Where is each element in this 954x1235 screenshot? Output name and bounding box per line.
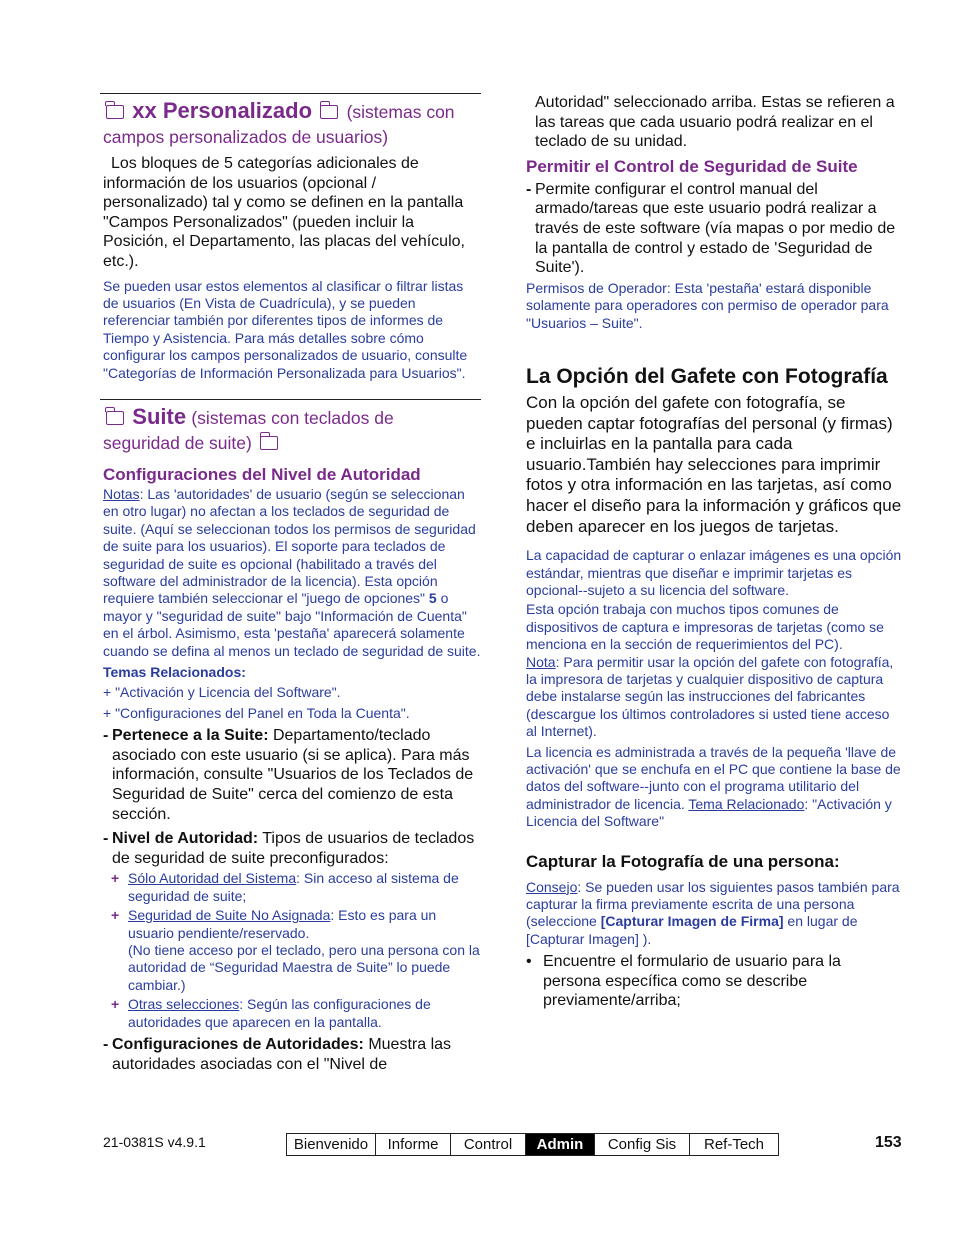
sub-heading: Capturar la Fotografía de una persona: bbox=[526, 851, 840, 871]
sub-heading: Permitir el Control de Seguridad de Suite bbox=[526, 156, 858, 176]
consejo-link[interactable]: Consejo bbox=[526, 878, 578, 895]
paragraph: Con la opción del gafete con fotografía, se pueden captar fotografías del personal (y firmas) e incluirlas en la pantalla para cada usuario.También hay selecciones para imprimir fotos y otra información en las tarjetas, así como hacer el diseño para la información y gráficos que deben aparecer en los juegos de tarjetas. bbox=[526, 392, 902, 536]
tab-control[interactable]: Control bbox=[451, 1134, 526, 1155]
related-topics-label: Temas Relacionados: bbox=[103, 664, 246, 681]
sub-bullet-link[interactable]: Seguridad de Suite No Asignada bbox=[128, 907, 331, 924]
nota-link[interactable]: Nota bbox=[526, 653, 556, 670]
right-column bbox=[526, 93, 902, 1011]
tab-bienvenido[interactable]: Bienvenido bbox=[287, 1134, 376, 1155]
sub-bullet-item: + Seguridad de Suite No Asignada: Esto es para un usuario pendiente/reservado. (No tiene acceso por el teclado, pero una persona con la autoridad de “Seguridad Maestra de Suite” lo puede cambiar.) bbox=[111, 907, 480, 993]
section-title: xx Personalizado bbox=[132, 98, 313, 123]
section-subtitle: (sistemas con bbox=[346, 102, 455, 122]
folder-icon bbox=[106, 105, 124, 119]
related-topic-link[interactable]: Tema Relacionado bbox=[688, 795, 805, 812]
bullet-item: • Encuentre el formulario de usuario para la persona específica como se describe previamente/arriba; bbox=[526, 953, 841, 1010]
section-heading-suite bbox=[103, 404, 481, 456]
section-subtitle-cont: campos personalizados de usuarios) bbox=[103, 127, 389, 147]
tab-config-sis[interactable]: Config Sis bbox=[595, 1134, 690, 1155]
section-subtitle-cont: seguridad de suite) bbox=[103, 433, 252, 453]
folder-icon bbox=[106, 411, 124, 425]
note: Esta opción trabaja con muchos tipos comunes de dispositivos de captura e impresoras de tarjetas (como se menciona en la sección de requerimientos del PC). bbox=[526, 601, 884, 653]
section-divider bbox=[100, 93, 481, 94]
bullet-item: - Permite configurar el control manual del armado/tareas que este usuario podrá realizar a través de este software (vía mapas o por medio de la pantalla de control y estado de 'Seguridad de Suite'). bbox=[526, 180, 896, 277]
tab-ref-tech[interactable]: Ref-Tech bbox=[703, 1136, 765, 1153]
section-subtitle: (sistemas con teclados de bbox=[191, 408, 394, 428]
page-footer bbox=[0, 1133, 954, 1155]
related-topic-link[interactable]: + "Activación y Licencia del Software". bbox=[103, 684, 341, 701]
sub-bullet-link[interactable]: Sólo Autoridad del Sistema bbox=[128, 870, 297, 887]
page-number: 153 bbox=[875, 1134, 902, 1151]
license-note: La licencia es administrada a través de la pequeña 'llave de activación' que se enchufa en el PC que contiene la base de datos del software--junto con el programa utilitario del administrador de licencia. Tema Relacionado: "Activación y Licencia del Software" bbox=[526, 743, 901, 830]
note: La capacidad de capturar o enlazar imágenes es una opción estándar, mientras que diseñar e imprimir tarjetas es opcional--sujeto a su licencia del software. bbox=[526, 547, 902, 598]
folder-icon bbox=[260, 436, 278, 450]
section-divider bbox=[100, 399, 481, 400]
left-column bbox=[103, 93, 481, 1074]
related-topic-link[interactable]: + "Configuraciones del Panel en Toda la Cuenta". bbox=[103, 704, 410, 721]
notas-note: Notas: Las 'autoridades' de usuario (según se seleccionan en otro lugar) no afectan a los teclados de seguridad de suite. (Aquí se seleccionan todos los permisos de seguridad de suite para los usuarios). El soporte para teclados de seguridad de suite es opcional (habilitado a través del software del administrador de la licencia). Esta opción requiere también seleccionar el "juego de opciones" 5 o mayor y "seguridad de suite" bajo "Información de Cuenta" en el árbol. Asimismo, esta 'pestaña' aparecerá solamente cuando se defina al menos un teclado de seguridad de suite. bbox=[103, 486, 481, 659]
sub-heading: Configuraciones del Nivel de Autoridad bbox=[103, 465, 421, 484]
paragraph: Los bloques de 5 categorías adicionales de información de los usuarios (opcional / personalizado) tal y como se definen en la pantalla "Campos Personalizados" (pueden incluir la Posición, el Departamento, las placas del vehículo, etc.). bbox=[103, 155, 465, 270]
bullet-item: - Pertenece a la Suite: Departamento/teclado asociado con este usuario (si se aplica). Para más información, consulte "Usuarios de los Teclados de Seguridad de Suite" cerca del comienzo de esta sección. bbox=[103, 727, 474, 823]
section-title: Suite bbox=[132, 404, 187, 429]
bullet-item: - Nivel de Autoridad: Tipos de usuarios de teclados de seguridad de suite preconfigurados: bbox=[103, 830, 475, 867]
sub-bullet-item: + Sólo Autoridad del Sistema: Sin acceso al sistema de seguridad de suite; bbox=[111, 870, 459, 904]
heading: La Opción del Gafete con Fotografía bbox=[526, 364, 888, 388]
note: Se pueden usar estos elementos al clasificar o filtrar listas de usuarios (En Vista de Cuadrícula), y se pueden referenciar también por diferentes tipos de informes de Tiempo y Asistencia. Para más detalles sobre cómo configurar los campos personalizados de usuario, consulte "Categorías de Información Personalizada para Usuarios". bbox=[103, 277, 468, 381]
nota-note: Nota: Para permitir usar la opción del gafete con fotografía, la impresora de tarjetas y cualquier dispositivo de captura debe instalarse según las instrucciones del fabricantes (descargue los últimos controladores si usted tiene acceso al Internet). bbox=[526, 653, 894, 740]
consejo-note: Consejo: Se pueden usar los siguientes pasos también para capturar la firma previamente escrita de una persona (seleccione [Capturar Imagen de Firma] en lugar de [Capturar Imagen] ). bbox=[526, 878, 900, 947]
tab-informe[interactable]: Informe bbox=[376, 1134, 451, 1155]
bullet-item: - Configuraciones de Autoridades: Muestra las autoridades asociadas con el "Nivel de bbox=[103, 1036, 452, 1073]
notas-link[interactable]: Notas bbox=[103, 486, 140, 502]
section-heading-personalizado bbox=[103, 98, 481, 150]
note: Permisos de Operador: Esta 'pestaña' estará disponible solamente para operadores con permiso de operador para "Usuarios – Suite". bbox=[526, 279, 889, 331]
sub-bullet-link[interactable]: Otras selecciones bbox=[128, 996, 240, 1013]
paragraph: Autoridad" seleccionado arriba. Estas se refieren a las tareas que cada usuario podrá realizar en el teclado de su unidad. bbox=[535, 94, 895, 151]
sub-bullet-item: + Otras selecciones: Según las configuraciones de autoridades que aparecen en la pantalla. bbox=[111, 996, 431, 1030]
document-id: 21-0381S v4.9.1 bbox=[103, 1134, 206, 1150]
folder-icon bbox=[320, 105, 338, 119]
footer-nav-tabs bbox=[286, 1133, 779, 1156]
tab-admin[interactable]: Admin bbox=[526, 1134, 595, 1155]
